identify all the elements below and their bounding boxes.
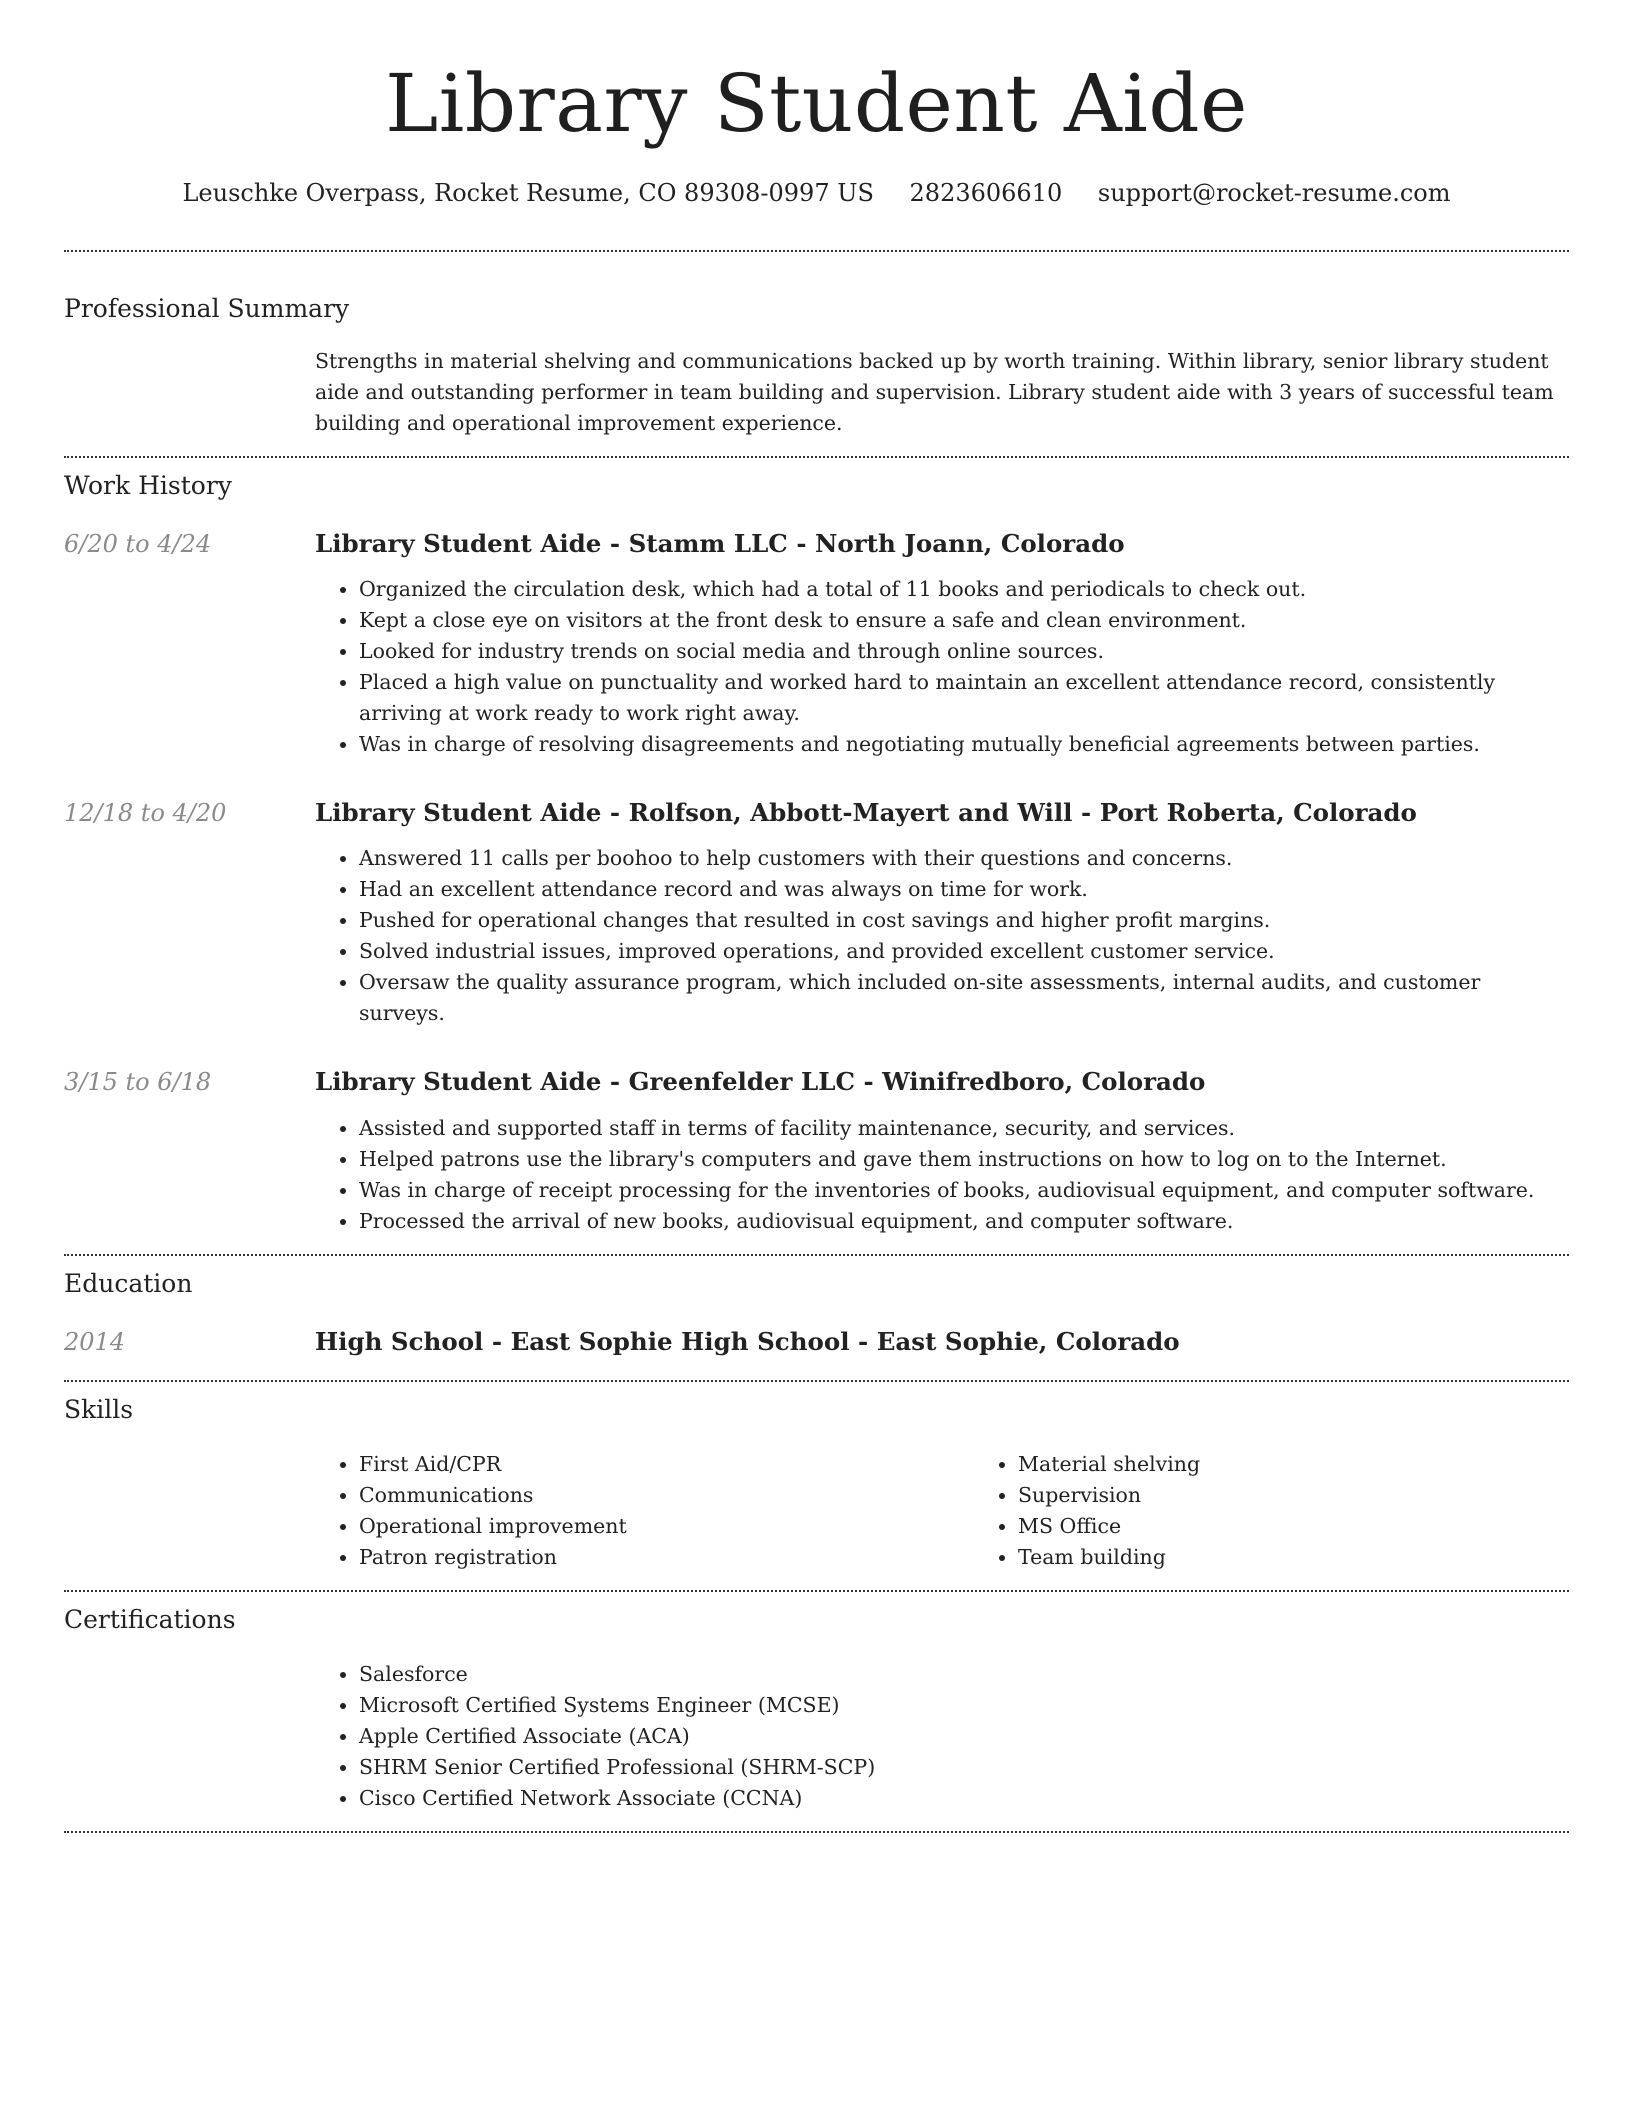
section-title-certifications: Certifications <box>64 1605 236 1634</box>
section-title-skills: Skills <box>64 1395 134 1424</box>
list-item: • First Aid/CPR <box>359 1449 974 1480</box>
list-item: • Communications <box>359 1480 974 1511</box>
job-dates: 6/20 to 4/24 <box>64 530 212 558</box>
skills-list-right <box>974 1449 1632 1573</box>
list-item: • Oversaw the quality assurance program, which included on-site assessments, internal audits, and customer surveys. <box>359 967 1569 1029</box>
job-heading: Library Student Aide - Rolfson, Abbott-Mayert and Will - Port Roberta, Colorado <box>315 798 1417 827</box>
list-item: • Patron registration <box>359 1542 974 1573</box>
list-item: • MS Office <box>1018 1511 1632 1542</box>
job-entry <box>64 1065 1569 1237</box>
job-dates: 3/15 to 6/18 <box>64 1068 212 1096</box>
section-title-work-history: Work History <box>64 471 232 500</box>
list-item: • Looked for industry trends on social media and through online sources. <box>359 636 1569 667</box>
education-year: 2014 <box>64 1328 126 1356</box>
job-dates: 12/18 to 4/20 <box>64 799 227 827</box>
skills-section <box>64 1382 1569 1573</box>
list-item: • Kept a close eye on visitors at the front desk to ensure a safe and clean environment. <box>359 605 1569 636</box>
list-item: • Had an excellent attendance record and was always on time for work. <box>359 874 1569 905</box>
list-item: • Organized the circulation desk, which had a total of 11 books and periodicals to check out. <box>359 574 1569 605</box>
list-item: • Was in charge of receipt processing for the inventories of books, audiovisual equipment, and computer software. <box>359 1175 1569 1206</box>
list-item: • Cisco Certified Network Associate (CCNA) <box>359 1783 1569 1814</box>
certifications-section <box>64 1592 1569 1814</box>
list-item: • Helped patrons use the library's computers and gave them instructions on how to log on to the Internet. <box>359 1144 1569 1175</box>
list-item: • Processed the arrival of new books, audiovisual equipment, and computer software. <box>359 1206 1569 1237</box>
summary-left-spacer <box>64 346 315 439</box>
section-title-education: Education <box>64 1269 193 1298</box>
list-item: • SHRM Senior Certified Professional (SHRM-SCP) <box>359 1752 1569 1783</box>
section-title-summary: Professional Summary <box>64 294 350 323</box>
skills-grid <box>315 1449 1632 1573</box>
job-heading: Library Student Aide - Greenfelder LLC - Winifredboro, Colorado <box>315 1067 1206 1096</box>
work-history-section <box>64 458 1569 1237</box>
certifications-left-spacer <box>64 1659 315 1814</box>
job-bullets <box>315 1113 1569 1237</box>
list-item: • Solved industrial issues, improved operations, and provided excellent customer service. <box>359 936 1569 967</box>
list-item: • Microsoft Certified Systems Engineer (MCSE) <box>359 1690 1569 1721</box>
contact-line <box>64 176 1569 210</box>
skills-left-spacer <box>64 1449 315 1573</box>
resume-name: Library Student Aide <box>385 57 1248 150</box>
list-item: • Placed a high value on punctuality and worked hard to maintain an excellent attendance record, consistently arriving at work ready to work right away. <box>359 667 1569 729</box>
summary-text: Strengths in material shelving and communications backed up by worth training. Within library, senior library student aide and outstanding performer in team building and supervision. Library student aide with 3 years of successful team building and operational improvement experience. <box>315 349 1554 435</box>
list-item: • Apple Certified Associate (ACA) <box>359 1721 1569 1752</box>
list-item: • Assisted and supported staff in terms of facility maintenance, security, and services. <box>359 1113 1569 1144</box>
list-item: • Answered 11 calls per boohoo to help customers with their questions and concerns. <box>359 843 1569 874</box>
list-item: • Supervision <box>1018 1480 1632 1511</box>
certifications-list <box>315 1659 1569 1814</box>
contact-email[interactable]: support@rocket-resume.com <box>1097 179 1451 207</box>
job-bullets <box>315 574 1569 760</box>
job-entry <box>64 796 1569 1029</box>
list-item: • Operational improvement <box>359 1511 974 1542</box>
education-heading: High School - East Sophie High School - East Sophie, Colorado <box>315 1327 1180 1356</box>
list-item: • Salesforce <box>359 1659 1569 1690</box>
divider <box>64 1831 1569 1833</box>
contact-address: Leuschke Overpass, Rocket Resume, CO 89308-0997 US <box>182 179 874 207</box>
education-entry <box>64 1325 1569 1359</box>
job-bullets <box>315 843 1569 1029</box>
list-item: • Material shelving <box>1018 1449 1632 1480</box>
contact-phone: 2823606610 <box>909 179 1063 207</box>
resume-page <box>64 0 1569 1833</box>
list-item: • Was in charge of resolving disagreements and negotiating mutually beneficial agreements between parties. <box>359 729 1569 760</box>
list-item: • Pushed for operational changes that resulted in cost savings and higher profit margins. <box>359 905 1569 936</box>
job-entry <box>64 527 1569 760</box>
education-section <box>64 1256 1569 1359</box>
summary-section <box>64 252 1569 439</box>
skills-list-left <box>315 1449 974 1573</box>
job-heading: Library Student Aide - Stamm LLC - North Joann, Colorado <box>315 529 1125 558</box>
list-item: • Team building <box>1018 1542 1632 1573</box>
